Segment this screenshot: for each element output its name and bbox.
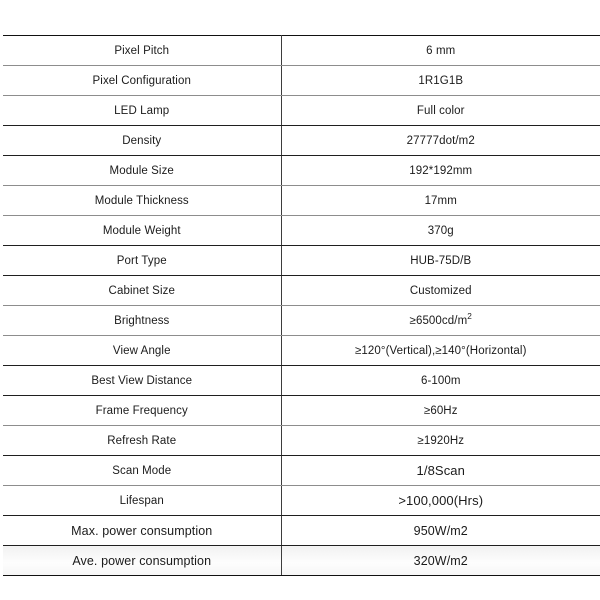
table-row [3, 186, 600, 216]
row-parameter: Brightness [3, 306, 281, 336]
row-value: ≥1920Hz [281, 426, 600, 456]
table-row [3, 336, 600, 366]
row-parameter: Module Weight [3, 216, 281, 246]
table-row [3, 306, 600, 336]
row-value: 6 mm [281, 36, 600, 66]
row-value: 192*192mm [281, 156, 600, 186]
row-parameter: Pixel Pitch [3, 36, 281, 66]
row-parameter: Density [3, 126, 281, 156]
row-value: HUB-75D/B [281, 246, 600, 276]
row-parameter: Frame Frequency [3, 396, 281, 426]
row-value: $\ge 6500cd/m^2$ [281, 306, 600, 336]
row-parameter: Module Thickness [3, 186, 281, 216]
table-row [3, 276, 600, 306]
row-parameter: Best View Distance [3, 366, 281, 396]
row-value: 1/8Scan [281, 456, 600, 486]
table-row [3, 36, 600, 66]
row-parameter: Port Type [3, 246, 281, 276]
row-parameter: Lifespan [3, 486, 281, 516]
row-parameter: Module Size [3, 156, 281, 186]
table-row [3, 426, 600, 456]
row-value: 320W/m2 [281, 546, 600, 576]
row-parameter: Max. power consumption [3, 516, 281, 546]
row-value: >100,000(Hrs) [281, 486, 600, 516]
row-value: Full color [281, 96, 600, 126]
table-row [3, 546, 600, 576]
table-row [3, 126, 600, 156]
row-value: 1R1G1B [281, 66, 600, 96]
row-value: 17mm [281, 186, 600, 216]
table-row [3, 96, 600, 126]
table-row [3, 246, 600, 276]
table-row [3, 366, 600, 396]
table-row [3, 396, 600, 426]
row-value: ≥120°(Vertical),≥140°(Horizontal) [281, 336, 600, 366]
row-value: 950W/m2 [281, 516, 600, 546]
table-row [3, 516, 600, 546]
table-row [3, 66, 600, 96]
row-parameter: Scan Mode [3, 456, 281, 486]
table-row [3, 216, 600, 246]
row-value: 27777dot/m2 [281, 126, 600, 156]
table-row [3, 456, 600, 486]
row-value: ≥60Hz [281, 396, 600, 426]
specification-table [3, 35, 600, 576]
row-parameter: LED Lamp [3, 96, 281, 126]
row-value: 6-100m [281, 366, 600, 396]
row-parameter: Ave. power consumption [3, 546, 281, 576]
row-value: 370g [281, 216, 600, 246]
table-row [3, 486, 600, 516]
row-parameter: View Angle [3, 336, 281, 366]
specification-table-body [3, 36, 600, 576]
row-parameter: Cabinet Size [3, 276, 281, 306]
row-parameter: Refresh Rate [3, 426, 281, 456]
row-value: Customized [281, 276, 600, 306]
row-parameter: Pixel Configuration [3, 66, 281, 96]
table-row [3, 156, 600, 186]
